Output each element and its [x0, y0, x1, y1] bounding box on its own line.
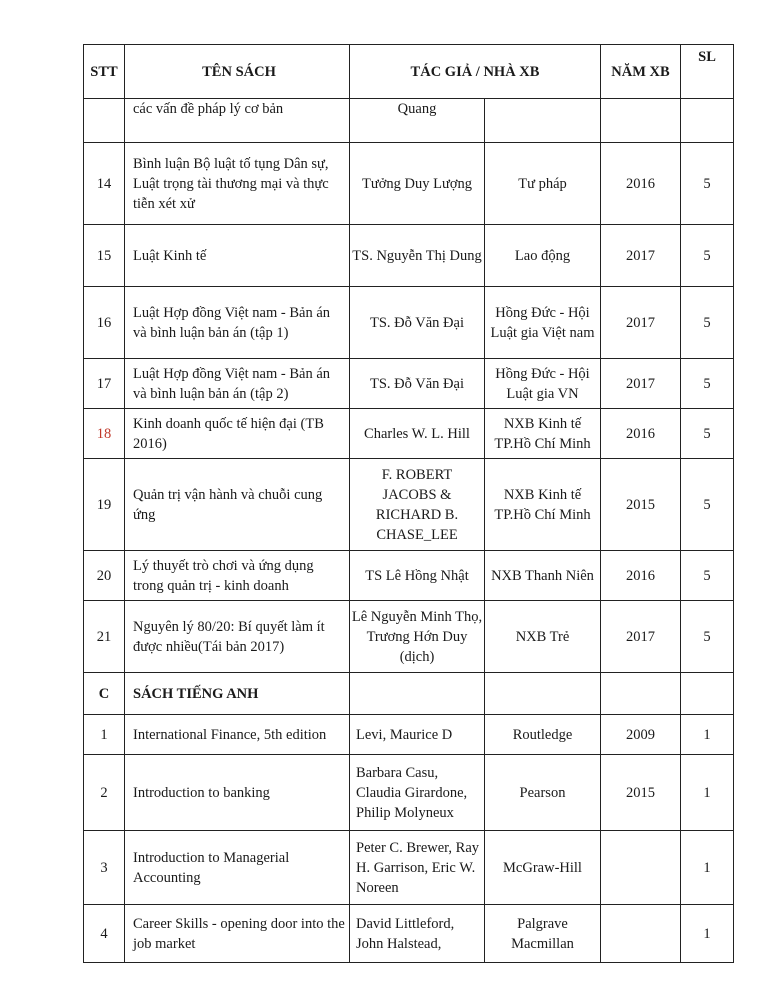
- table-row: [84, 905, 734, 963]
- cell-author: Lê Nguyễn Minh Thọ, Trương Hớn Duy (dịch): [350, 601, 485, 673]
- cell-publisher: Pearson: [485, 755, 601, 831]
- cell-qty: 1: [681, 715, 734, 755]
- cell-title: Lý thuyết trò chơi và ứng dụng trong quản trị - kinh doanh: [125, 551, 350, 601]
- cell-stt: 15: [84, 225, 125, 287]
- cell-publisher: NXB Kinh tế TP.Hồ Chí Minh: [485, 409, 601, 459]
- cell-year: 2017: [601, 225, 681, 287]
- cell-qty: 5: [681, 225, 734, 287]
- section-title: SÁCH TIẾNG ANH: [125, 673, 350, 715]
- header-row: [84, 45, 734, 99]
- cell-publisher: Hồng Đức - Hội Luật gia Việt nam: [485, 287, 601, 359]
- cell-author: Peter C. Brewer, Ray H. Garrison, Eric W. Noreen: [350, 831, 485, 905]
- cell-qty: [681, 673, 734, 715]
- table-row: [84, 551, 734, 601]
- table-row: [84, 225, 734, 287]
- cell-qty: 5: [681, 601, 734, 673]
- cell-qty: 5: [681, 359, 734, 409]
- table-row: [84, 831, 734, 905]
- cell-year: 2016: [601, 551, 681, 601]
- cell-author: [350, 673, 485, 715]
- cell-title: Luật Hợp đồng Việt nam - Bản án và bình luận bản án (tập 2): [125, 359, 350, 409]
- table-row: [84, 287, 734, 359]
- header-title: TÊN SÁCH: [125, 45, 350, 99]
- cell-publisher: [485, 99, 601, 143]
- cell-qty: 1: [681, 831, 734, 905]
- cell-year: 2017: [601, 287, 681, 359]
- cell-publisher: Lao động: [485, 225, 601, 287]
- cell-year: 2015: [601, 459, 681, 551]
- cell-title: Luật Kinh tế: [125, 225, 350, 287]
- cell-stt: 16: [84, 287, 125, 359]
- cell-author: Tưởng Duy Lượng: [350, 143, 485, 225]
- cell-title: Luật Hợp đồng Việt nam - Bản án và bình luận bản án (tập 1): [125, 287, 350, 359]
- cell-author: TS. Đỗ Văn Đại: [350, 287, 485, 359]
- cell-year: [601, 673, 681, 715]
- cell-author: Levi, Maurice D: [350, 715, 485, 755]
- cell-title: các vấn đề pháp lý cơ bản: [125, 99, 350, 143]
- cell-publisher: NXB Thanh Niên: [485, 551, 601, 601]
- cell-publisher: McGraw-Hill: [485, 831, 601, 905]
- section-row: [84, 673, 734, 715]
- cell-author: David Littleford, John Halstead,: [350, 905, 485, 963]
- cell-year: 2017: [601, 359, 681, 409]
- cell-title: Bình luận Bộ luật tố tụng Dân sự, Luật trọng tài thương mại và thực tiễn xét xử: [125, 143, 350, 225]
- header-author: TÁC GIẢ / NHÀ XB: [350, 45, 601, 99]
- cell-author: Barbara Casu, Claudia Girardone, Philip Molyneux: [350, 755, 485, 831]
- cell-stt: 18: [84, 409, 125, 459]
- cell-publisher: Hồng Đức - Hội Luật gia VN: [485, 359, 601, 409]
- cell-publisher: [485, 673, 601, 715]
- cell-stt: 14: [84, 143, 125, 225]
- cell-author: Charles W. L. Hill: [350, 409, 485, 459]
- table-row: [84, 143, 734, 225]
- cell-title: Kinh doanh quốc tế hiện đại (TB 2016): [125, 409, 350, 459]
- cell-stt: 2: [84, 755, 125, 831]
- table-row: [84, 715, 734, 755]
- cell-stt: [84, 99, 125, 143]
- cell-title: Nguyên lý 80/20: Bí quyết làm ít được nhiều(Tái bản 2017): [125, 601, 350, 673]
- cell-qty: 5: [681, 551, 734, 601]
- table-row: [84, 755, 734, 831]
- table-row: [84, 409, 734, 459]
- cell-stt: 19: [84, 459, 125, 551]
- cell-publisher: NXB Trẻ: [485, 601, 601, 673]
- cell-year: 2016: [601, 143, 681, 225]
- book-table: [83, 44, 734, 963]
- cell-title: Introduction to Managerial Accounting: [125, 831, 350, 905]
- table-row: [84, 99, 734, 143]
- cell-author: F. ROBERT JACOBS & RICHARD B. CHASE_LEE: [350, 459, 485, 551]
- cell-author: Quang: [350, 99, 485, 143]
- cell-qty: 1: [681, 905, 734, 963]
- cell-publisher: Routledge: [485, 715, 601, 755]
- cell-stt: 17: [84, 359, 125, 409]
- cell-year: 2016: [601, 409, 681, 459]
- cell-publisher: Palgrave Macmillan: [485, 905, 601, 963]
- cell-qty: 5: [681, 459, 734, 551]
- cell-title: Quản trị vận hành và chuỗi cung ứng: [125, 459, 350, 551]
- header-stt: STT: [84, 45, 125, 99]
- cell-qty: 5: [681, 143, 734, 225]
- cell-author: TS Lê Hồng Nhật: [350, 551, 485, 601]
- cell-qty: 5: [681, 409, 734, 459]
- header-year: NĂM XB: [601, 45, 681, 99]
- cell-stt: 4: [84, 905, 125, 963]
- table-row: [84, 459, 734, 551]
- cell-year: [601, 831, 681, 905]
- cell-year: 2015: [601, 755, 681, 831]
- table-row: [84, 601, 734, 673]
- cell-stt: 3: [84, 831, 125, 905]
- cell-stt: 21: [84, 601, 125, 673]
- cell-qty: 1: [681, 755, 734, 831]
- section-code: C: [84, 673, 125, 715]
- cell-title: International Finance, 5th edition: [125, 715, 350, 755]
- cell-title: Introduction to banking: [125, 755, 350, 831]
- table-row: [84, 359, 734, 409]
- cell-stt: 1: [84, 715, 125, 755]
- cell-year: 2009: [601, 715, 681, 755]
- header-qty: SL: [681, 45, 734, 99]
- cell-qty: 5: [681, 287, 734, 359]
- cell-title: Career Skills - opening door into the job market: [125, 905, 350, 963]
- cell-author: TS. Nguyễn Thị Dung: [350, 225, 485, 287]
- cell-author: TS. Đỗ Văn Đại: [350, 359, 485, 409]
- cell-stt: 20: [84, 551, 125, 601]
- cell-publisher: NXB Kinh tế TP.Hồ Chí Minh: [485, 459, 601, 551]
- cell-year: 2017: [601, 601, 681, 673]
- cell-year: [601, 905, 681, 963]
- cell-publisher: Tư pháp: [485, 143, 601, 225]
